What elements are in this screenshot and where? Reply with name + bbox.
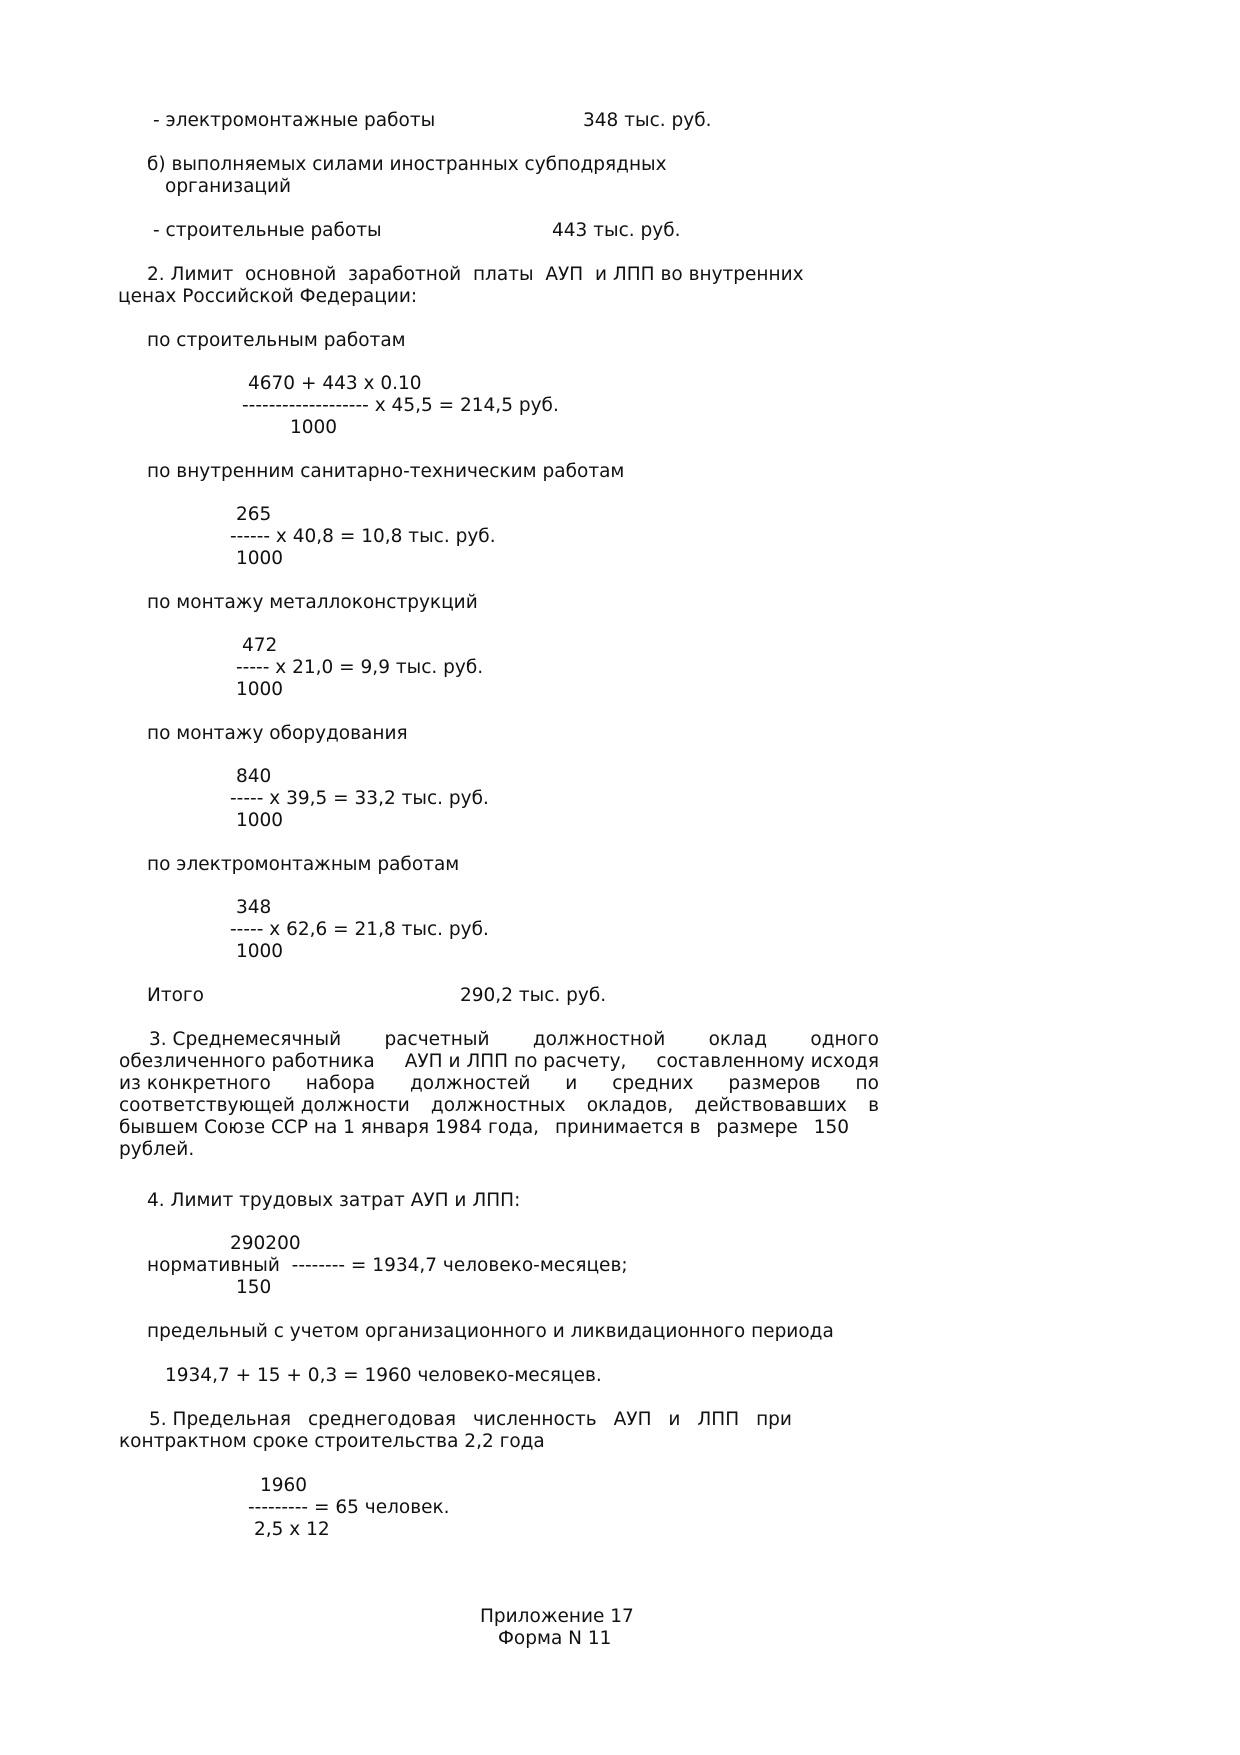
form-number-label: Форма N 11 <box>498 1628 612 1649</box>
calc-metal-result: ----- x 21,0 = 9,9 тыс. руб. <box>236 657 484 678</box>
calc-electrical-result: ----- x 62,6 = 21,8 тыс. руб. <box>230 919 489 940</box>
section-3-row-2 <box>119 1051 879 1073</box>
section-3-word: размере <box>716 1117 798 1138</box>
item-electrical-foreign-label: - электромонтажные работы <box>153 110 436 131</box>
section-3-word: должностной <box>532 1029 666 1050</box>
section-2-heading: 2. Лимит основной заработной платы АУП и ЛПП во внутренних <box>147 264 804 285</box>
section-3-word: размеров <box>728 1073 821 1094</box>
section-3-word: соответствующей должности <box>119 1095 410 1116</box>
section-5-row-1 <box>119 1409 792 1431</box>
calc-sanitary-denominator: 1000 <box>236 548 284 569</box>
calc-construction-result: ------------------- x 45,5 = 214,5 руб. <box>242 395 559 416</box>
item-construction-value: 443 тыс. руб. <box>552 220 681 241</box>
calc-equipment-numerator: 840 <box>236 766 272 787</box>
section-3-word: рублей. <box>119 1139 195 1160</box>
calc-metal-numerator: 472 <box>242 635 278 656</box>
calc-metal-label: по монтажу металлоконструкций <box>147 592 478 613</box>
section-2-heading-cont: ценах Российской Федерации: <box>118 286 418 307</box>
section-5-word: и <box>668 1409 681 1430</box>
section-3-word: по <box>855 1073 879 1094</box>
section-3-word: обезличенного работника <box>119 1051 375 1072</box>
section-5-row-2 <box>119 1431 792 1453</box>
section-3-word: бывшем Союзе ССР на 1 января 1984 года, <box>119 1117 540 1138</box>
section-5-word: численность <box>473 1409 597 1430</box>
section-3-row-4 <box>119 1095 879 1117</box>
section-3-word: АУП и ЛПП по расчету, <box>404 1051 627 1072</box>
calc-equipment-label: по монтажу оборудования <box>147 723 408 744</box>
section-3-word: и <box>565 1073 578 1094</box>
subheading-b-cont: организаций <box>165 176 292 197</box>
calc-headcount-denominator: 2,5 x 12 <box>254 1519 330 1540</box>
calc-normative-denominator: 150 <box>236 1277 272 1298</box>
section-3-word: действовавших <box>694 1095 847 1116</box>
section-3-word: набора <box>305 1073 376 1094</box>
section-3-word: в <box>868 1095 879 1116</box>
section-3-word: расчетный <box>384 1029 490 1050</box>
section-3-word: должностей <box>409 1073 531 1094</box>
section-5-word: 5. Предельная <box>149 1409 292 1430</box>
calc-limit-result: 1934,7 + 15 + 0,3 = 1960 человеко-месяцев. <box>165 1365 602 1386</box>
section-3-word: из конкретного <box>119 1073 271 1094</box>
section-3-word: 150 <box>813 1117 849 1138</box>
calc-headcount-result: --------- = 65 человек. <box>248 1497 450 1518</box>
section-5-word: при <box>756 1409 792 1430</box>
section-3-row-5 <box>119 1117 849 1139</box>
calc-normative-numerator: 290200 <box>230 1233 301 1254</box>
calc-sanitary-result: ------ x 40,8 = 10,8 тыс. руб. <box>230 526 496 547</box>
section-3-paragraph <box>119 1029 879 1161</box>
calc-electrical-label: по электромонтажным работам <box>147 854 460 875</box>
section-4-heading: 4. Лимит трудовых затрат АУП и ЛПП: <box>147 1190 521 1211</box>
calc-limit-label: предельный с учетом организационного и ликвидационного периода <box>147 1321 834 1342</box>
item-construction-label: - строительные работы <box>153 220 382 241</box>
calc-equipment-result: ----- x 39,5 = 33,2 тыс. руб. <box>230 788 489 809</box>
item-electrical-foreign-value: 348 тыс. руб. <box>583 110 712 131</box>
calc-construction-denominator: 1000 <box>290 417 338 438</box>
section-3-row-6 <box>119 1139 879 1161</box>
subheading-b: б) выполняемых силами иностранных субподрядных <box>147 154 667 175</box>
calc-electrical-numerator: 348 <box>236 897 272 918</box>
total-value: 290,2 тыс. руб. <box>460 985 607 1006</box>
section-3-word: составленному исходя <box>656 1051 879 1072</box>
section-3-word: должностных <box>430 1095 566 1116</box>
calc-construction-numerator: 4670 + 443 x 0.10 <box>248 373 422 394</box>
calc-construction-label: по строительным работам <box>147 330 406 351</box>
section-3-word: 3. Среднемесячный <box>149 1029 342 1050</box>
total-label: Итого <box>147 985 204 1006</box>
section-5-word: контрактном сроке строительства 2,2 года <box>119 1431 545 1452</box>
section-3-word: одного <box>810 1029 879 1050</box>
section-3-word: оклад <box>708 1029 768 1050</box>
section-5-word: ЛПП <box>697 1409 740 1430</box>
section-5-word: среднегодовая <box>307 1409 457 1430</box>
section-5-paragraph <box>119 1409 792 1453</box>
section-3-row-3 <box>119 1073 879 1095</box>
calc-electrical-denominator: 1000 <box>236 941 284 962</box>
section-3-word: средних <box>612 1073 694 1094</box>
calc-equipment-denominator: 1000 <box>236 810 284 831</box>
calc-headcount-numerator: 1960 <box>260 1475 308 1496</box>
calc-sanitary-label: по внутренним санитарно-техническим работам <box>147 461 625 482</box>
calc-metal-denominator: 1000 <box>236 679 284 700</box>
calc-normative-result: нормативный -------- = 1934,7 человеко-месяцев; <box>147 1255 628 1276</box>
appendix-label: Приложение 17 <box>480 1606 634 1627</box>
calc-sanitary-numerator: 265 <box>236 504 272 525</box>
section-5-word: АУП <box>613 1409 652 1430</box>
section-3-word: принимается в <box>554 1117 701 1138</box>
section-3-word: окладов, <box>586 1095 674 1116</box>
section-3-row-1 <box>119 1029 879 1051</box>
